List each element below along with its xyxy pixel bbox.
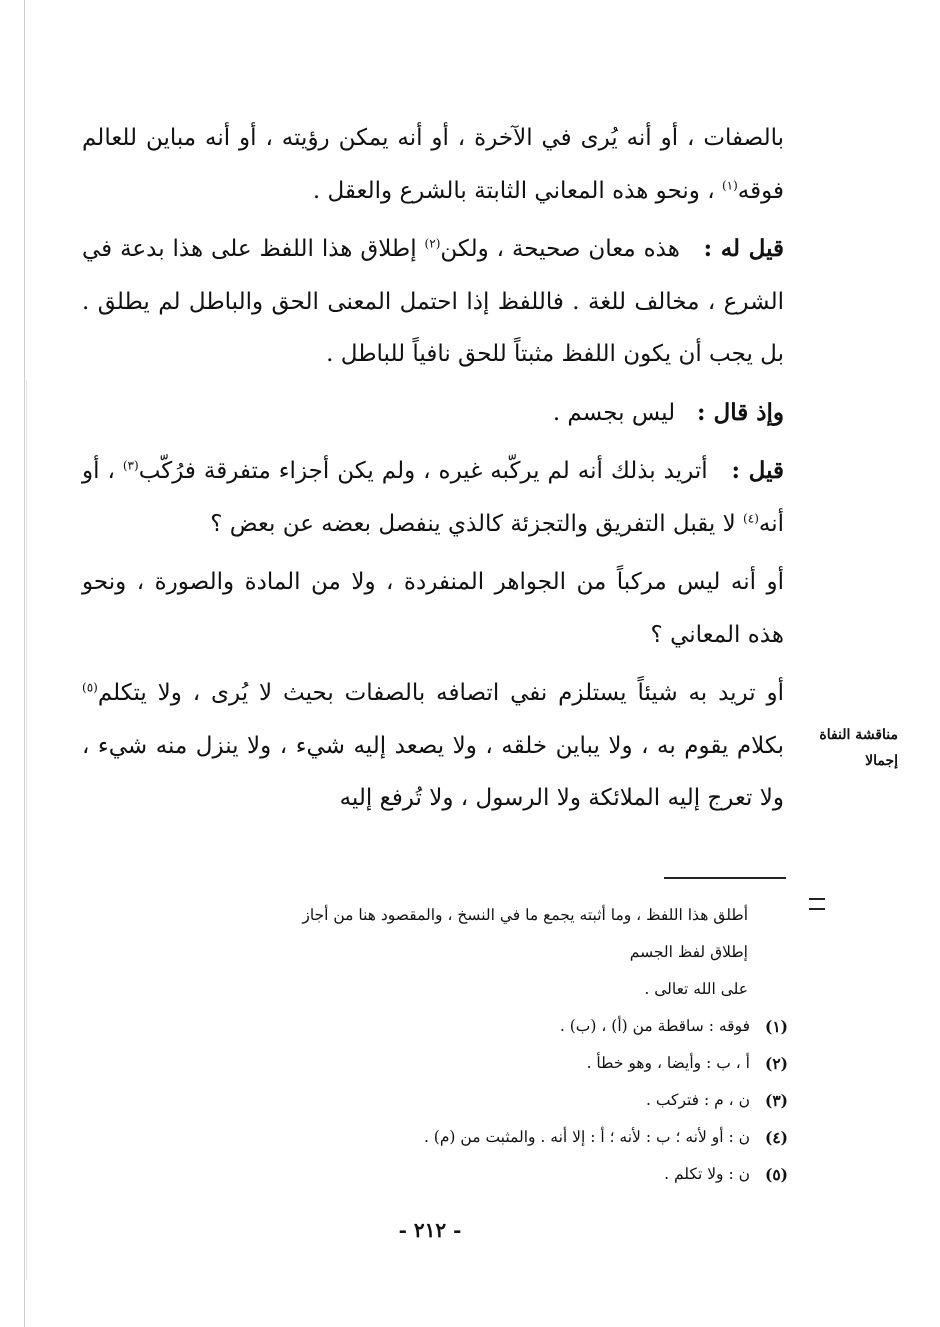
paragraph-text: أو تريد به شيئاً يستلزم نفي اتصافه بالصفات بحيث لا يُرى ، ولا يتكلم [97, 680, 784, 706]
margin-note-line: مناقشة النفاة [819, 727, 898, 743]
footnote-ref[interactable]: (٣) [122, 458, 139, 473]
paragraph-6 [82, 667, 784, 825]
paragraph-text: ، ونحو هذه المعاني الثابتة بالشرع والعقل . [312, 177, 715, 204]
footnote-continuation: على الله تعالى . [644, 980, 748, 998]
paragraph-text: ليس بجسم . [552, 399, 676, 426]
paragraph-text: بالصفات ، أو أنه يُرى في الآخرة ، أو أنه يمكن رؤيته ، أو أنه مباين للعالم فوقه [82, 125, 784, 204]
paragraph-lead: وإذ قال : [697, 398, 784, 426]
footnote-text: أ ، ب : وأيضا ، وهو خطأ . [586, 1054, 750, 1072]
main-text [82, 112, 784, 825]
paragraph-lead: قيل : [731, 457, 785, 484]
scan-edge-line [26, 380, 27, 1280]
footnote-text: ن : ولا تكلم . [664, 1165, 750, 1183]
paragraph-5 [82, 556, 784, 661]
footnote-item [290, 1045, 788, 1082]
paragraph-text: هذه معان صحيحة ، ولكن [440, 236, 680, 262]
footnote-item [290, 1119, 788, 1156]
footnote-ref[interactable]: (٥) [82, 680, 98, 695]
footnote-item [290, 1008, 788, 1045]
footnote-number: (١) [764, 1017, 788, 1036]
footnotes [290, 897, 788, 1193]
paragraph-text: إطلاق هذا اللفظ على هذا بدعة في الشرع ، مخالف للغة . فاللفظ إذا احتمل المعنى الحق والباطل لم يطلق . بل يجب أن يكون اللفظ مثبتاً للحق نافياً للباطل . [82, 236, 784, 367]
paragraph-text: بكلام يقوم به ، ولا يباين خلقه ، ولا يصعد إليه شيء ، ولا ينزل منه شيء ، ولا تعرج إليه الملائكة ولا الرسول ، ولا تُرفع إليه [82, 732, 784, 811]
paragraph-text: أو أنه ليس مركباً من الجواهر المنفردة ، ولا من المادة والصورة ، ونحو هذه المعاني ؟ [82, 569, 784, 648]
paragraph-text: أتريد بذلك أنه لم يركّبه غيره ، ولم يكن أجزاء متفرقة فرُكّب [138, 458, 708, 484]
footnote-number: (٣) [764, 1091, 788, 1110]
page-number: - ٢١٢ - [398, 1218, 462, 1242]
paragraph-text: لا يقبل التفريق والتجزئة كالذي ينفصل بعضه عن بعض ؟ [210, 510, 736, 537]
footnote-text: ن ، م : فتركب . [645, 1091, 750, 1109]
footnote-number: (٥) [764, 1165, 788, 1184]
footnote-continuation-mark [809, 898, 825, 910]
paragraph-text: ، أو أنه [82, 458, 784, 537]
footnote-divider [664, 877, 786, 879]
footnote-ref[interactable]: (١) [721, 177, 738, 192]
paragraph-3 [82, 387, 784, 440]
footnote-ref[interactable]: (٤) [743, 510, 759, 525]
paragraph-lead: قيل له : [703, 235, 784, 262]
margin-note-line: إجمالا [865, 753, 898, 769]
footnote-continuation: أطلق هذا اللفظ ، وما أثبته يجمع ما في النسخ ، والمقصود هنا من أجاز إطلاق لفظ الجسم [302, 906, 748, 961]
margin-note [806, 722, 898, 774]
footnote-number: (٤) [764, 1128, 788, 1147]
footnote-number: (٢) [764, 1054, 788, 1073]
footnote-item [290, 1156, 788, 1193]
paragraph-1 [82, 112, 784, 217]
scan-edge-line [24, 0, 25, 1327]
footnote-text: ن : أو لأنه ؛ ب : لأنه ؛ أ : إلا أنه . والمثبت من (م) . [423, 1128, 750, 1146]
paragraph-4 [82, 445, 784, 550]
footnote-text: فوقه : ساقطة من (أ) ، (ب) . [559, 1017, 750, 1035]
paragraph-2 [82, 223, 784, 381]
footnote-item [290, 1082, 788, 1119]
footnote-ref[interactable]: (٢) [424, 236, 441, 251]
